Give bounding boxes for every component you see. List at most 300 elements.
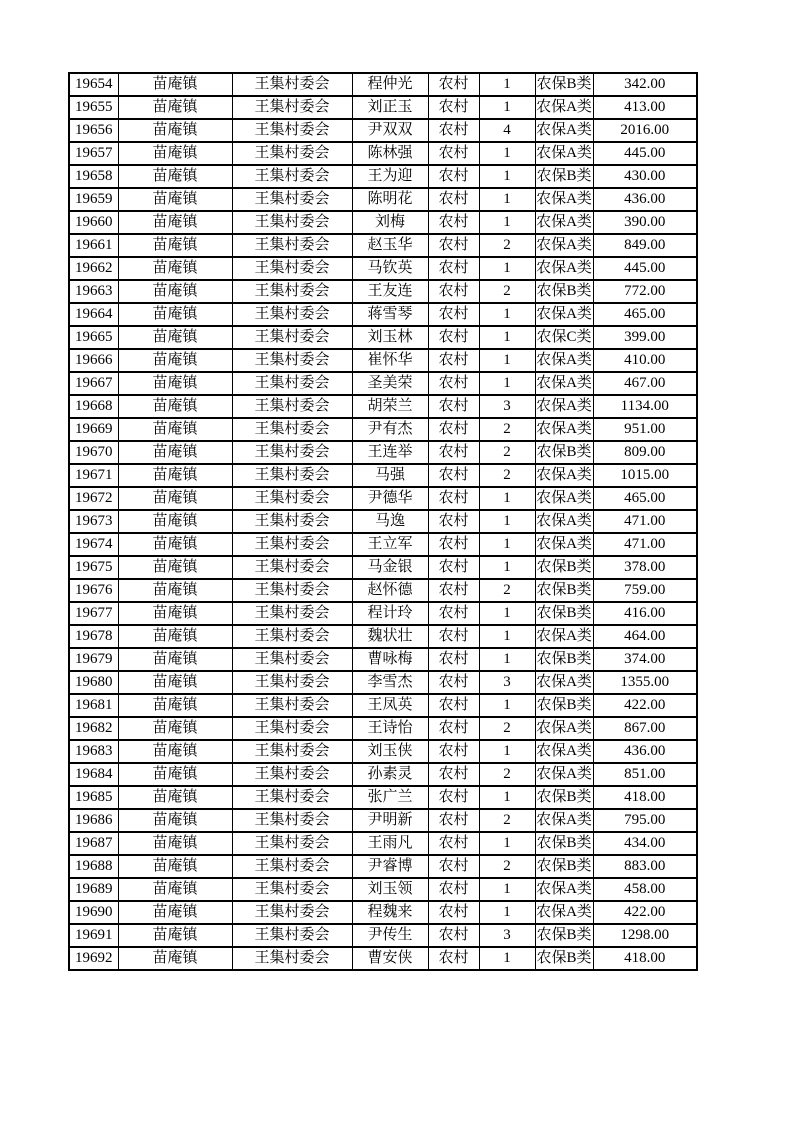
cell-insurance-category: 农保A类 (535, 349, 593, 372)
cell-record-id: 19680 (69, 671, 118, 694)
cell-town: 苗庵镇 (118, 96, 232, 119)
cell-town: 苗庵镇 (118, 73, 232, 96)
cell-town: 苗庵镇 (118, 211, 232, 234)
table-row (69, 648, 697, 671)
cell-residence-type: 农村 (428, 671, 479, 694)
cell-town: 苗庵镇 (118, 855, 232, 878)
cell-village-committee: 王集村委会 (232, 717, 352, 740)
cell-town: 苗庵镇 (118, 533, 232, 556)
cell-residence-type: 农村 (428, 303, 479, 326)
cell-person-name: 尹明新 (352, 809, 428, 832)
cell-residence-type: 农村 (428, 924, 479, 947)
table-row (69, 188, 697, 211)
cell-village-committee: 王集村委会 (232, 832, 352, 855)
cell-record-id: 19682 (69, 717, 118, 740)
cell-residence-type: 农村 (428, 717, 479, 740)
cell-village-committee: 王集村委会 (232, 418, 352, 441)
cell-amount: 413.00 (593, 96, 697, 119)
table-row (69, 326, 697, 349)
cell-member-count: 2 (479, 464, 535, 487)
cell-insurance-category: 农保A类 (535, 487, 593, 510)
table-row (69, 96, 697, 119)
cell-village-committee: 王集村委会 (232, 234, 352, 257)
cell-insurance-category: 农保B类 (535, 694, 593, 717)
table-row (69, 671, 697, 694)
cell-amount: 867.00 (593, 717, 697, 740)
cell-member-count: 1 (479, 947, 535, 970)
cell-member-count: 1 (479, 510, 535, 533)
cell-insurance-category: 农保C类 (535, 326, 593, 349)
cell-person-name: 程仲光 (352, 73, 428, 96)
table-row (69, 786, 697, 809)
cell-insurance-category: 农保A类 (535, 257, 593, 280)
cell-member-count: 1 (479, 625, 535, 648)
cell-record-id: 19665 (69, 326, 118, 349)
cell-amount: 1355.00 (593, 671, 697, 694)
cell-person-name: 李雪杰 (352, 671, 428, 694)
cell-amount: 772.00 (593, 280, 697, 303)
cell-village-committee: 王集村委会 (232, 671, 352, 694)
cell-amount: 458.00 (593, 878, 697, 901)
cell-residence-type: 农村 (428, 257, 479, 280)
cell-member-count: 2 (479, 441, 535, 464)
cell-residence-type: 农村 (428, 211, 479, 234)
cell-village-committee: 王集村委会 (232, 878, 352, 901)
cell-record-id: 19681 (69, 694, 118, 717)
cell-insurance-category: 农保A类 (535, 234, 593, 257)
cell-town: 苗庵镇 (118, 832, 232, 855)
cell-person-name: 王凤英 (352, 694, 428, 717)
cell-amount: 378.00 (593, 556, 697, 579)
cell-amount: 883.00 (593, 855, 697, 878)
cell-town: 苗庵镇 (118, 395, 232, 418)
cell-member-count: 1 (479, 901, 535, 924)
cell-person-name: 胡荣兰 (352, 395, 428, 418)
table-row (69, 901, 697, 924)
cell-member-count: 1 (479, 648, 535, 671)
cell-village-committee: 王集村委会 (232, 487, 352, 510)
cell-insurance-category: 农保B类 (535, 924, 593, 947)
cell-residence-type: 农村 (428, 510, 479, 533)
cell-member-count: 2 (479, 763, 535, 786)
cell-record-id: 19670 (69, 441, 118, 464)
cell-member-count: 1 (479, 533, 535, 556)
cell-person-name: 尹双双 (352, 119, 428, 142)
cell-insurance-category: 农保A类 (535, 119, 593, 142)
cell-amount: 467.00 (593, 372, 697, 395)
cell-member-count: 1 (479, 257, 535, 280)
cell-amount: 795.00 (593, 809, 697, 832)
cell-amount: 436.00 (593, 188, 697, 211)
cell-record-id: 19663 (69, 280, 118, 303)
cell-record-id: 19689 (69, 878, 118, 901)
table-row (69, 579, 697, 602)
cell-insurance-category: 农保A类 (535, 96, 593, 119)
cell-member-count: 2 (479, 280, 535, 303)
cell-amount: 465.00 (593, 303, 697, 326)
cell-record-id: 19687 (69, 832, 118, 855)
cell-town: 苗庵镇 (118, 763, 232, 786)
cell-person-name: 王为迎 (352, 165, 428, 188)
cell-residence-type: 农村 (428, 418, 479, 441)
table-row (69, 510, 697, 533)
table-row (69, 947, 697, 970)
cell-town: 苗庵镇 (118, 303, 232, 326)
cell-insurance-category: 农保B类 (535, 165, 593, 188)
cell-insurance-category: 农保B类 (535, 832, 593, 855)
cell-village-committee: 王集村委会 (232, 579, 352, 602)
cell-village-committee: 王集村委会 (232, 924, 352, 947)
table-row (69, 832, 697, 855)
cell-amount: 430.00 (593, 165, 697, 188)
cell-insurance-category: 农保A类 (535, 510, 593, 533)
cell-insurance-category: 农保B类 (535, 556, 593, 579)
cell-record-id: 19669 (69, 418, 118, 441)
cell-record-id: 19676 (69, 579, 118, 602)
cell-residence-type: 农村 (428, 188, 479, 211)
cell-amount: 410.00 (593, 349, 697, 372)
cell-town: 苗庵镇 (118, 510, 232, 533)
cell-town: 苗庵镇 (118, 464, 232, 487)
cell-village-committee: 王集村委会 (232, 809, 352, 832)
cell-residence-type: 农村 (428, 119, 479, 142)
cell-person-name: 马金银 (352, 556, 428, 579)
cell-record-id: 19678 (69, 625, 118, 648)
cell-village-committee: 王集村委会 (232, 947, 352, 970)
cell-insurance-category: 农保A类 (535, 671, 593, 694)
cell-person-name: 王友连 (352, 280, 428, 303)
table-row (69, 395, 697, 418)
cell-person-name: 王立军 (352, 533, 428, 556)
table-row (69, 464, 697, 487)
cell-amount: 434.00 (593, 832, 697, 855)
cell-insurance-category: 农保B类 (535, 947, 593, 970)
cell-member-count: 1 (479, 326, 535, 349)
table-row (69, 625, 697, 648)
cell-town: 苗庵镇 (118, 602, 232, 625)
cell-insurance-category: 农保A类 (535, 625, 593, 648)
cell-residence-type: 农村 (428, 142, 479, 165)
cell-insurance-category: 农保A类 (535, 809, 593, 832)
cell-person-name: 程魏来 (352, 901, 428, 924)
cell-town: 苗庵镇 (118, 947, 232, 970)
cell-residence-type: 农村 (428, 579, 479, 602)
cell-amount: 418.00 (593, 786, 697, 809)
cell-record-id: 19671 (69, 464, 118, 487)
cell-insurance-category: 农保B类 (535, 73, 593, 96)
cell-village-committee: 王集村委会 (232, 786, 352, 809)
table-row (69, 878, 697, 901)
cell-residence-type: 农村 (428, 832, 479, 855)
cell-insurance-category: 农保A类 (535, 464, 593, 487)
cell-village-committee: 王集村委会 (232, 602, 352, 625)
cell-insurance-category: 农保A类 (535, 372, 593, 395)
cell-person-name: 尹有杰 (352, 418, 428, 441)
cell-town: 苗庵镇 (118, 487, 232, 510)
cell-amount: 342.00 (593, 73, 697, 96)
cell-amount: 416.00 (593, 602, 697, 625)
cell-amount: 374.00 (593, 648, 697, 671)
cell-record-id: 19658 (69, 165, 118, 188)
table-row (69, 372, 697, 395)
cell-record-id: 19657 (69, 142, 118, 165)
cell-amount: 390.00 (593, 211, 697, 234)
cell-person-name: 蒋雪琴 (352, 303, 428, 326)
cell-person-name: 尹睿博 (352, 855, 428, 878)
cell-record-id: 19660 (69, 211, 118, 234)
cell-residence-type: 农村 (428, 740, 479, 763)
cell-person-name: 陈明花 (352, 188, 428, 211)
cell-village-committee: 王集村委会 (232, 257, 352, 280)
cell-person-name: 马强 (352, 464, 428, 487)
cell-town: 苗庵镇 (118, 809, 232, 832)
cell-member-count: 1 (479, 73, 535, 96)
cell-village-committee: 王集村委会 (232, 119, 352, 142)
cell-residence-type: 农村 (428, 165, 479, 188)
cell-person-name: 程计玲 (352, 602, 428, 625)
cell-person-name: 马逸 (352, 510, 428, 533)
cell-village-committee: 王集村委会 (232, 326, 352, 349)
cell-residence-type: 农村 (428, 694, 479, 717)
cell-insurance-category: 农保A类 (535, 395, 593, 418)
cell-amount: 471.00 (593, 533, 697, 556)
table-row (69, 257, 697, 280)
cell-record-id: 19688 (69, 855, 118, 878)
cell-record-id: 19659 (69, 188, 118, 211)
cell-town: 苗庵镇 (118, 740, 232, 763)
cell-amount: 422.00 (593, 901, 697, 924)
cell-member-count: 1 (479, 303, 535, 326)
table-row (69, 855, 697, 878)
cell-town: 苗庵镇 (118, 579, 232, 602)
cell-town: 苗庵镇 (118, 717, 232, 740)
cell-town: 苗庵镇 (118, 786, 232, 809)
cell-residence-type: 农村 (428, 533, 479, 556)
cell-residence-type: 农村 (428, 395, 479, 418)
cell-residence-type: 农村 (428, 464, 479, 487)
cell-village-committee: 王集村委会 (232, 280, 352, 303)
cell-insurance-category: 农保B类 (535, 602, 593, 625)
table-row (69, 303, 697, 326)
cell-record-id: 19661 (69, 234, 118, 257)
cell-person-name: 孙素灵 (352, 763, 428, 786)
cell-record-id: 19686 (69, 809, 118, 832)
cell-record-id: 19690 (69, 901, 118, 924)
cell-residence-type: 农村 (428, 96, 479, 119)
cell-insurance-category: 农保A类 (535, 142, 593, 165)
cell-person-name: 尹德华 (352, 487, 428, 510)
cell-town: 苗庵镇 (118, 280, 232, 303)
cell-member-count: 1 (479, 602, 535, 625)
cell-residence-type: 农村 (428, 487, 479, 510)
cell-amount: 809.00 (593, 441, 697, 464)
table-row (69, 349, 697, 372)
cell-town: 苗庵镇 (118, 257, 232, 280)
cell-person-name: 曹安侠 (352, 947, 428, 970)
cell-residence-type: 农村 (428, 326, 479, 349)
cell-record-id: 19655 (69, 96, 118, 119)
cell-record-id: 19672 (69, 487, 118, 510)
cell-record-id: 19674 (69, 533, 118, 556)
cell-insurance-category: 农保A类 (535, 878, 593, 901)
table-row (69, 533, 697, 556)
table-row (69, 556, 697, 579)
cell-amount: 464.00 (593, 625, 697, 648)
cell-record-id: 19685 (69, 786, 118, 809)
table-row (69, 211, 697, 234)
cell-residence-type: 农村 (428, 763, 479, 786)
cell-village-committee: 王集村委会 (232, 142, 352, 165)
cell-insurance-category: 农保B类 (535, 441, 593, 464)
cell-amount: 399.00 (593, 326, 697, 349)
table-row (69, 119, 697, 142)
cell-person-name: 马钦英 (352, 257, 428, 280)
cell-person-name: 刘玉侠 (352, 740, 428, 763)
cell-amount: 759.00 (593, 579, 697, 602)
cell-record-id: 19668 (69, 395, 118, 418)
table-row (69, 142, 697, 165)
cell-member-count: 1 (479, 372, 535, 395)
cell-village-committee: 王集村委会 (232, 855, 352, 878)
cell-amount: 422.00 (593, 694, 697, 717)
cell-member-count: 1 (479, 142, 535, 165)
cell-village-committee: 王集村委会 (232, 648, 352, 671)
cell-member-count: 2 (479, 717, 535, 740)
cell-person-name: 崔怀华 (352, 349, 428, 372)
cell-insurance-category: 农保B类 (535, 579, 593, 602)
cell-record-id: 19691 (69, 924, 118, 947)
cell-member-count: 1 (479, 188, 535, 211)
cell-village-committee: 王集村委会 (232, 464, 352, 487)
cell-town: 苗庵镇 (118, 234, 232, 257)
cell-town: 苗庵镇 (118, 119, 232, 142)
cell-town: 苗庵镇 (118, 556, 232, 579)
table-row (69, 165, 697, 188)
cell-village-committee: 王集村委会 (232, 694, 352, 717)
cell-record-id: 19683 (69, 740, 118, 763)
table-row (69, 694, 697, 717)
cell-insurance-category: 农保A类 (535, 740, 593, 763)
table-row (69, 234, 697, 257)
cell-member-count: 1 (479, 556, 535, 579)
cell-person-name: 王雨凡 (352, 832, 428, 855)
cell-member-count: 1 (479, 832, 535, 855)
cell-town: 苗庵镇 (118, 326, 232, 349)
cell-person-name: 圣美荣 (352, 372, 428, 395)
cell-town: 苗庵镇 (118, 349, 232, 372)
cell-town: 苗庵镇 (118, 648, 232, 671)
cell-residence-type: 农村 (428, 556, 479, 579)
cell-member-count: 1 (479, 165, 535, 188)
cell-member-count: 3 (479, 671, 535, 694)
cell-residence-type: 农村 (428, 648, 479, 671)
cell-record-id: 19664 (69, 303, 118, 326)
cell-town: 苗庵镇 (118, 901, 232, 924)
cell-member-count: 1 (479, 694, 535, 717)
table-row (69, 418, 697, 441)
cell-amount: 851.00 (593, 763, 697, 786)
cell-amount: 471.00 (593, 510, 697, 533)
cell-insurance-category: 农保B类 (535, 855, 593, 878)
cell-person-name: 刘玉领 (352, 878, 428, 901)
cell-village-committee: 王集村委会 (232, 395, 352, 418)
cell-record-id: 19692 (69, 947, 118, 970)
cell-member-count: 1 (479, 211, 535, 234)
cell-town: 苗庵镇 (118, 441, 232, 464)
cell-amount: 436.00 (593, 740, 697, 763)
cell-insurance-category: 农保A类 (535, 901, 593, 924)
cell-member-count: 2 (479, 418, 535, 441)
cell-member-count: 1 (479, 878, 535, 901)
cell-record-id: 19654 (69, 73, 118, 96)
cell-amount: 445.00 (593, 142, 697, 165)
cell-town: 苗庵镇 (118, 671, 232, 694)
cell-record-id: 19675 (69, 556, 118, 579)
cell-town: 苗庵镇 (118, 924, 232, 947)
cell-village-committee: 王集村委会 (232, 372, 352, 395)
cell-insurance-category: 农保B类 (535, 648, 593, 671)
cell-town: 苗庵镇 (118, 418, 232, 441)
cell-village-committee: 王集村委会 (232, 73, 352, 96)
cell-insurance-category: 农保A类 (535, 763, 593, 786)
table-row (69, 717, 697, 740)
cell-person-name: 陈林强 (352, 142, 428, 165)
cell-village-committee: 王集村委会 (232, 96, 352, 119)
cell-residence-type: 农村 (428, 786, 479, 809)
cell-village-committee: 王集村委会 (232, 510, 352, 533)
cell-residence-type: 农村 (428, 878, 479, 901)
table-row (69, 441, 697, 464)
cell-amount: 1015.00 (593, 464, 697, 487)
cell-person-name: 张广兰 (352, 786, 428, 809)
table-row (69, 740, 697, 763)
cell-village-committee: 王集村委会 (232, 740, 352, 763)
cell-amount: 418.00 (593, 947, 697, 970)
cell-person-name: 曹咏梅 (352, 648, 428, 671)
cell-village-committee: 王集村委会 (232, 763, 352, 786)
table-row (69, 602, 697, 625)
cell-amount: 445.00 (593, 257, 697, 280)
table-row (69, 924, 697, 947)
cell-member-count: 1 (479, 786, 535, 809)
cell-residence-type: 农村 (428, 947, 479, 970)
cell-member-count: 1 (479, 96, 535, 119)
cell-residence-type: 农村 (428, 625, 479, 648)
cell-person-name: 王诗怡 (352, 717, 428, 740)
cell-member-count: 1 (479, 740, 535, 763)
cell-insurance-category: 农保A类 (535, 717, 593, 740)
cell-residence-type: 农村 (428, 280, 479, 303)
table-row (69, 280, 697, 303)
cell-person-name: 赵怀德 (352, 579, 428, 602)
cell-village-committee: 王集村委会 (232, 556, 352, 579)
cell-town: 苗庵镇 (118, 372, 232, 395)
cell-record-id: 19656 (69, 119, 118, 142)
cell-member-count: 3 (479, 395, 535, 418)
cell-town: 苗庵镇 (118, 188, 232, 211)
cell-residence-type: 农村 (428, 809, 479, 832)
cell-insurance-category: 农保B类 (535, 280, 593, 303)
cell-person-name: 刘梅 (352, 211, 428, 234)
cell-town: 苗庵镇 (118, 625, 232, 648)
cell-person-name: 刘玉林 (352, 326, 428, 349)
cell-member-count: 2 (479, 579, 535, 602)
cell-member-count: 3 (479, 924, 535, 947)
cell-amount: 2016.00 (593, 119, 697, 142)
cell-person-name: 赵玉华 (352, 234, 428, 257)
cell-person-name: 尹传生 (352, 924, 428, 947)
cell-residence-type: 农村 (428, 901, 479, 924)
